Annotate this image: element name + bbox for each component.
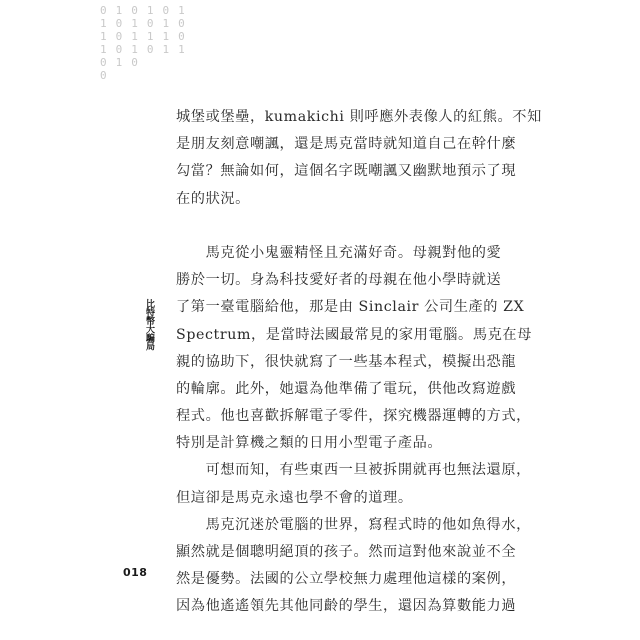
binary-digit: 1 (131, 43, 138, 56)
binary-digit: 1 (131, 30, 138, 43)
text-line: 程式。他也喜歡拆解電子零件，探究機器運轉的方式， (176, 408, 531, 425)
binary-digit: 0 (115, 43, 123, 56)
text-line: 勾當？無論如何，這個名字既嘲諷又幽默地預示了現 (176, 163, 517, 180)
text-line: 的輪廓。此外，她還為他準備了電玩，供他改寫遊戲 (176, 380, 517, 397)
text-line: 可想而知，有些東西一旦被拆開就再也無法還原， (176, 462, 531, 479)
binary-column (131, 4, 138, 82)
text-line: 在的狀況。 (176, 190, 250, 207)
binary-digit: 1 (115, 56, 123, 69)
running-title: 比特幣大騙局 (144, 299, 154, 350)
text-line: 城堡或堡壘，kumakichi 則呼應外表像人的紅熊。不知 (176, 109, 542, 125)
paragraph (176, 104, 542, 213)
paragraph (176, 240, 532, 458)
binary-digit: 0 (178, 17, 185, 30)
binary-digit: 1 (146, 4, 154, 17)
binary-digit: 1 (162, 17, 170, 30)
binary-digit: 0 (178, 30, 185, 43)
page-number: 018 (123, 566, 148, 579)
paragraph (176, 457, 531, 511)
binary-digit: 1 (178, 43, 185, 56)
binary-digit: 0 (100, 56, 107, 69)
binary-column (178, 4, 185, 82)
binary-digit: 0 (115, 30, 123, 43)
binary-digit: 0 (115, 17, 123, 30)
text-line: Spectrum，是當時法國最常見的家用電腦。馬克在母 (176, 326, 532, 343)
binary-digit: 1 (100, 43, 107, 56)
binary-digit: 1 (100, 17, 107, 30)
binary-column (147, 4, 154, 82)
text-line: 是朋友刻意嘲諷，還是馬克當時就知道自己在幹什麼 (176, 136, 517, 153)
text-line: 勝於一切。身為科技愛好者的母親在他小學時就送 (176, 272, 502, 289)
binary-digit: 0 (146, 43, 154, 56)
binary-digit: 0 (131, 56, 138, 69)
body-text (176, 104, 542, 621)
binary-watermark (100, 4, 185, 82)
binary-digit: 1 (162, 43, 170, 56)
binary-digit: 1 (100, 30, 107, 43)
text-line: 馬克沉迷於電腦的世界，寫程式時的他如魚得水， (176, 516, 531, 533)
paragraph-gap (176, 213, 468, 240)
text-line: 特別是計算機之類的日用小型電子產品。 (176, 435, 443, 452)
binary-digit: 1 (162, 30, 170, 43)
text-line: 了第一臺電腦給他，那是由 Sinclair 公司生產的 ZX (176, 299, 525, 316)
binary-digit: 0 (100, 69, 107, 82)
binary-digit: 0 (162, 4, 170, 17)
binary-digit: 0 (100, 4, 107, 17)
binary-digit: 1 (146, 30, 154, 43)
text-line: 因為他遙遙領先其他同齡的學生，還因為算數能力過 (176, 598, 517, 615)
binary-column (163, 4, 170, 82)
binary-digit: 1 (178, 4, 185, 17)
binary-digit: 1 (131, 17, 138, 30)
paragraph (176, 512, 531, 621)
binary-digit: 1 (115, 4, 123, 17)
binary-column (116, 4, 123, 82)
text-line: 但這卻是馬克永遠也學不會的道理。 (176, 489, 413, 506)
binary-digit: 0 (131, 4, 138, 17)
text-line: 然是優勢。法國的公立學校無力處理他這樣的案例， (176, 571, 517, 588)
text-line: 馬克從小鬼靈精怪且充滿好奇。母親對他的愛 (176, 244, 502, 261)
binary-digit: 0 (146, 17, 154, 30)
text-line: 親的協助下，很快就寫了一些基本程式，模擬出恐龍 (176, 353, 517, 370)
text-line: 顯然就是個聰明絕頂的孩子。然而這對他來說並不全 (176, 544, 517, 560)
binary-column (100, 4, 107, 82)
